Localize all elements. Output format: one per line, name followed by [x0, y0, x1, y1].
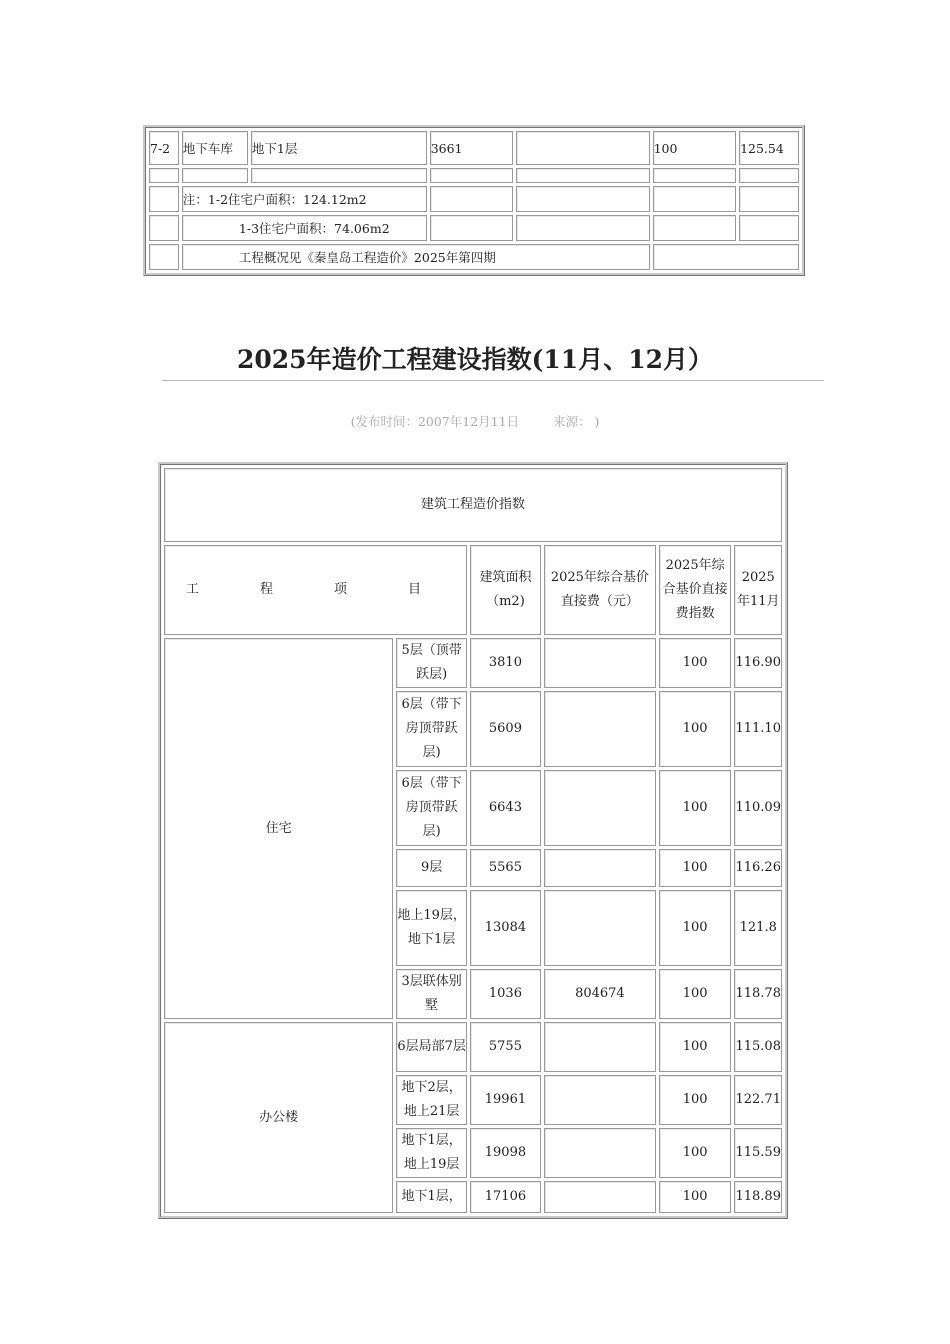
divider [162, 380, 824, 381]
header-direct-cost: 2025年综合基价直接费（元） [544, 545, 656, 635]
table-row: 6层（带下房顶带跃层) 5609 100 111.10 [164, 691, 782, 767]
source-label: 来源： ) [553, 414, 600, 429]
table-caption: 建筑工程造价指数 [164, 468, 782, 542]
table-cell: 地下车库 [182, 131, 248, 165]
page-title: 2025年造价工程建设指数(11月、12月） [237, 345, 713, 374]
header-cost-index: 2025年综合基价直接费指数 [659, 545, 732, 635]
header-project: 工 程 项 目 [164, 545, 467, 635]
table-cell: 7-2 [149, 131, 179, 165]
table-cell: 地下1层 [251, 131, 427, 165]
group-label: 办公楼 [164, 1022, 393, 1213]
table-row: 6层（带下房顶带跃层) 6643 100 110.09 [164, 770, 782, 846]
table-row: 住宅 5层（顶带跃层) 3810 100 116.90 [164, 638, 782, 688]
table-row: 办公楼 6层局部7层 5755 100 115.08 [164, 1022, 782, 1072]
table-cell [516, 131, 649, 165]
table-cell: 125.54 [739, 131, 799, 165]
note-cell: 1-3住宅户面积：74.06m2 [182, 215, 427, 241]
table-row: 9层 5565 100 116.26 [164, 849, 782, 887]
article-meta [0, 412, 950, 430]
table-row: 3层联体别墅 1036 804674 100 118.78 [164, 969, 782, 1019]
header-month-index: 2025年11月 [734, 545, 782, 635]
table-row [149, 186, 799, 212]
table-cell: 3661 [430, 131, 514, 165]
table-row: 地上19层，地下1层 13084 100 121.8 [164, 890, 782, 966]
header-area: 建筑面积（m2) [470, 545, 541, 635]
table-caption-row [164, 468, 782, 542]
table-row: 地下2层，地上21层 19961 100 122.71 [164, 1075, 782, 1125]
table-row [149, 131, 799, 165]
index-table [158, 462, 788, 1219]
publish-time: (发布时间：2007年12月11日 [350, 414, 520, 429]
table-row [149, 244, 799, 270]
group-label: 住宅 [164, 638, 393, 1019]
note-cell: 注：1-2住宅户面积：124.12m2 [182, 186, 427, 212]
table-row [149, 215, 799, 241]
table-row: 地下1层， 17106 100 118.89 [164, 1181, 782, 1213]
note-cell: 工程概况见《秦皇岛工程造价》2025年第四期 [182, 244, 650, 270]
top-table [143, 125, 805, 276]
table-header-row [164, 545, 782, 635]
table-row: 地下1层，地上19层 19098 100 115.59 [164, 1128, 782, 1178]
table-row [149, 168, 799, 183]
table-cell: 100 [653, 131, 737, 165]
